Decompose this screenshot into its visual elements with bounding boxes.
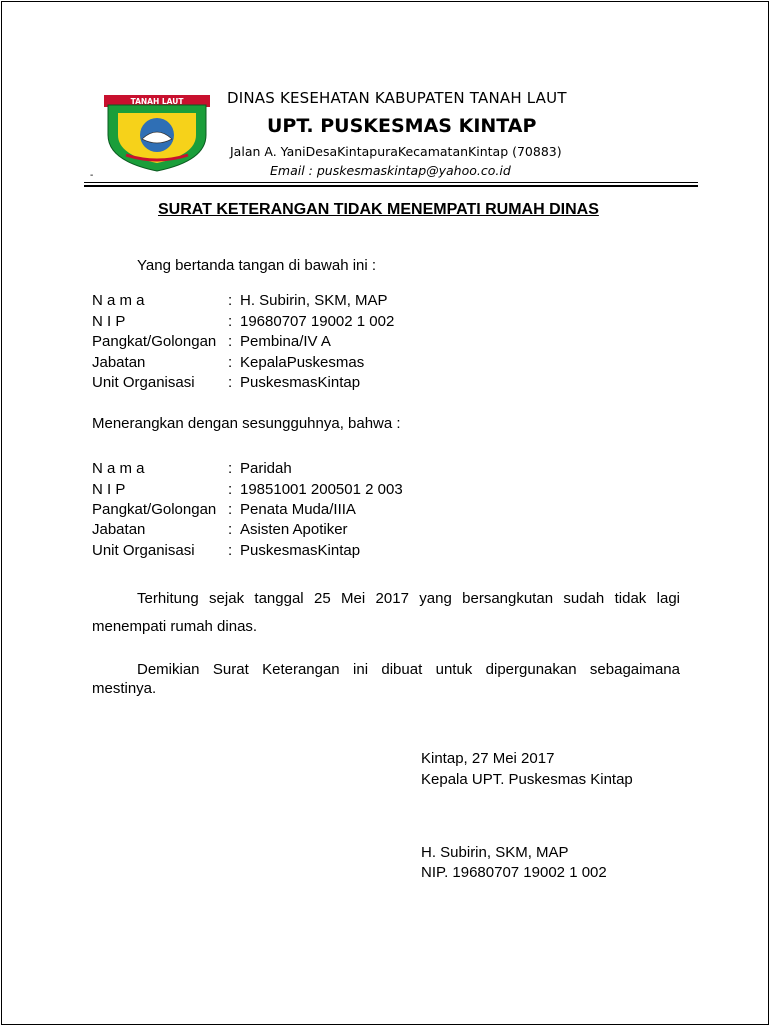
subject-name-value: Paridah — [240, 460, 292, 477]
signature-name: H. Subirin, SKM, MAP — [421, 844, 569, 861]
logo-text: TANAH LAUT — [130, 97, 184, 106]
signer-unit-label: Unit Organisasi — [92, 374, 195, 391]
letterhead-dash: - — [90, 170, 94, 181]
paragraph1-line2: menempati rumah dinas. — [92, 618, 258, 635]
subject-nip-label: N I P — [92, 481, 126, 498]
declares-text: Menerangkan dengan sesungguhnya, bahwa : — [92, 415, 401, 432]
signer-position-value: KepalaPuskesmas — [240, 354, 365, 371]
subject-rank-value: Penata Muda/IIIA — [240, 501, 356, 518]
signer-name-label: N a m a — [92, 292, 145, 309]
signer-name-value: H. Subirin, SKM, MAP — [240, 292, 388, 309]
colon: : — [228, 501, 233, 518]
document-title: SURAT KETERANGAN TIDAK MENEMPATI RUMAH DINAS — [158, 201, 599, 218]
signer-rank-label: Pangkat/Golongan — [92, 333, 217, 350]
subject-position-label: Jabatan — [92, 521, 146, 538]
colon: : — [228, 521, 233, 538]
colon: : — [228, 374, 233, 391]
letterhead-email: Email : puskesmaskintap@yahoo.co.id — [270, 163, 511, 178]
letterhead-address: Jalan A. YaniDesaKintapuraKecamatanKintap (70883) — [230, 144, 562, 159]
signature-nip: NIP. 19680707 19002 1 002 — [421, 864, 607, 881]
signature-place-date: Kintap, 27 Mei 2017 — [421, 750, 555, 767]
signature-position: Kepala UPT. Puskesmas Kintap — [421, 771, 633, 788]
letterhead-agency: DINAS KESEHATAN KABUPATEN TANAH LAUT — [227, 89, 567, 107]
subject-name-label: N a m a — [92, 460, 145, 477]
colon: : — [228, 313, 233, 330]
colon: : — [228, 460, 233, 477]
colon: : — [228, 333, 233, 350]
intro-text: Yang bertanda tangan di bawah ini : — [137, 257, 377, 274]
colon: : — [228, 542, 233, 559]
tanah-laut-emblem-logo — [104, 95, 210, 173]
signer-unit-value: PuskesmasKintap — [240, 374, 361, 391]
signer-nip-label: N I P — [92, 313, 126, 330]
letterhead-rule-thin — [84, 182, 698, 183]
subject-unit-label: Unit Organisasi — [92, 542, 195, 559]
subject-nip-value: 19851001 200501 2 003 — [240, 481, 403, 498]
colon: : — [228, 354, 233, 371]
signer-position-label: Jabatan — [92, 354, 146, 371]
paragraph2-line1: Demikian Surat Keterangan ini dibuat untuk dipergunakan sebagaimana — [137, 661, 680, 678]
paragraph2-line2: mestinya. — [92, 680, 157, 697]
paragraph1-line1: Terhitung sejak tanggal 25 Mei 2017 yang bersangkutan sudah tidak lagi — [137, 590, 680, 607]
colon: : — [228, 292, 233, 309]
subject-position-value: Asisten Apotiker — [240, 521, 348, 538]
subject-rank-label: Pangkat/Golongan — [92, 501, 217, 518]
signer-nip-value: 19680707 19002 1 002 — [240, 313, 395, 330]
colon: : — [228, 481, 233, 498]
signer-rank-value: Pembina/IV A — [240, 333, 331, 350]
letterhead-rule-thick — [84, 185, 698, 187]
letterhead-institution: UPT. PUSKESMAS KINTAP — [267, 115, 537, 137]
subject-unit-value: PuskesmasKintap — [240, 542, 361, 559]
